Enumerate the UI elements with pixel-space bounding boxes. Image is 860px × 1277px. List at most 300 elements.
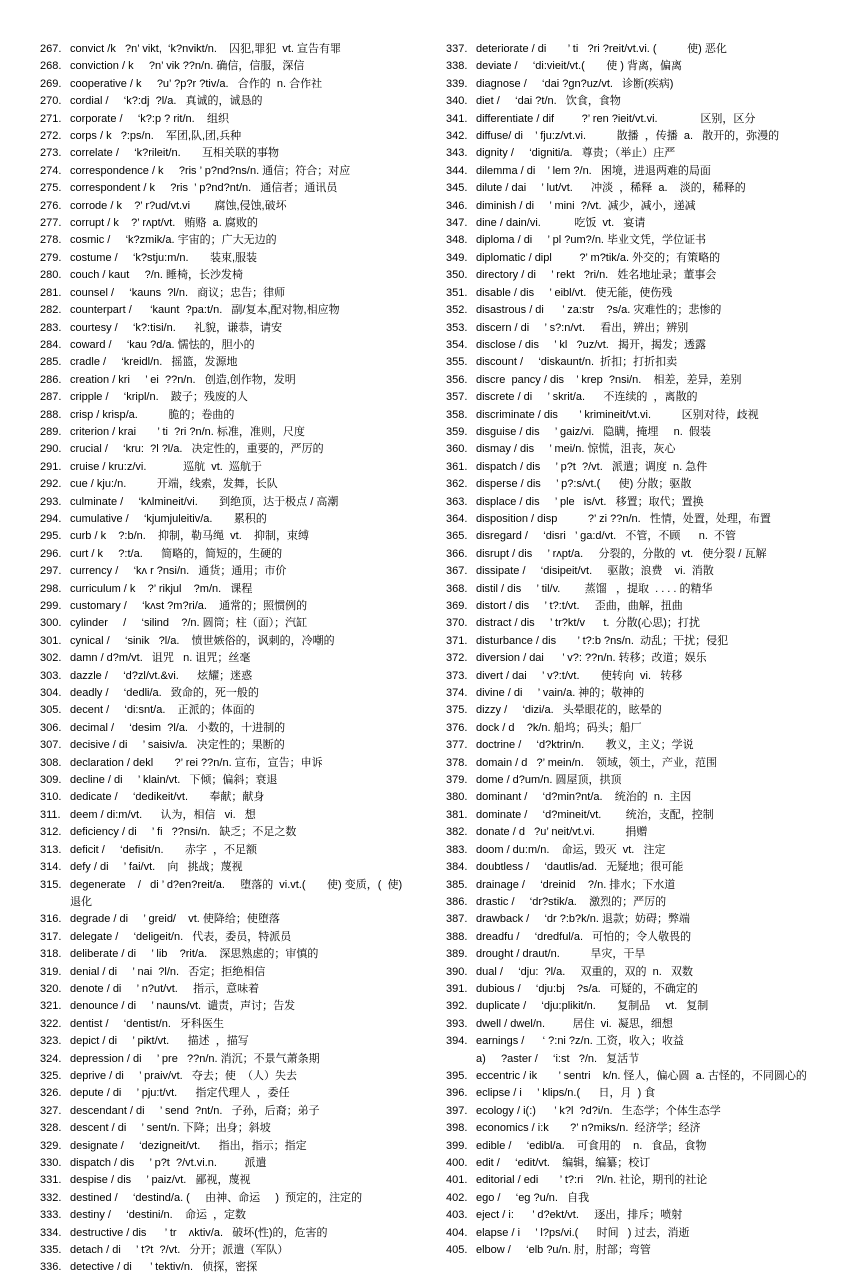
vocabulary-entry bbox=[40, 285, 412, 302]
entry-text: cordial / ‘k?:dj ?l/a. 真诚的，诚恳的 bbox=[70, 95, 263, 108]
vocabulary-entry bbox=[40, 859, 412, 876]
vocabulary-entry bbox=[446, 494, 830, 511]
entry-text: donate / d ?u’ neit/vt.vi. 捐赠 bbox=[476, 826, 648, 839]
entry-text: descendant / di ’ send ?nt/n. 子孙，后裔；弟子 bbox=[70, 1104, 320, 1117]
entry-text: cumulative / ‘kjumjuleitiv/a. 累积的 bbox=[70, 512, 267, 525]
entry-number: 359. bbox=[446, 425, 468, 438]
vocabulary-entry bbox=[446, 1103, 830, 1120]
vocabulary-entry bbox=[40, 720, 412, 737]
entry-number: 317. bbox=[40, 930, 62, 943]
entry-number: 381. bbox=[446, 808, 468, 821]
vocabulary-entry bbox=[40, 1051, 412, 1068]
entry-number: 295. bbox=[40, 530, 62, 543]
entry-text: deem / di:m/vt. 认为，相信 vi. 想 bbox=[70, 808, 256, 821]
vocabulary-entry bbox=[446, 407, 830, 424]
vocabulary-entry bbox=[40, 1138, 412, 1155]
entry-number: 329. bbox=[40, 1139, 62, 1152]
entry-text: discount / ‘diskaunt/n. 折扣；打折扣卖 bbox=[476, 356, 678, 369]
entry-number: 350. bbox=[446, 269, 468, 282]
vocabulary-entry bbox=[446, 511, 830, 528]
vocabulary-entry bbox=[446, 598, 830, 615]
vocabulary-entry bbox=[446, 354, 830, 371]
vocabulary-entry bbox=[446, 320, 830, 337]
vocabulary-entry bbox=[446, 389, 830, 406]
entry-text: domain / d ?’ mein/n. 领域，领土，产业，范围 bbox=[476, 756, 718, 769]
entry-number: 297. bbox=[40, 565, 62, 578]
entry-number: 272. bbox=[40, 130, 62, 143]
vocabulary-entry bbox=[40, 354, 412, 371]
vocabulary-entry bbox=[40, 1242, 412, 1259]
vocabulary-entry bbox=[40, 1225, 412, 1242]
vocabulary-entry bbox=[40, 877, 412, 912]
vocabulary-entry bbox=[446, 1033, 830, 1050]
vocabulary-entry bbox=[40, 789, 412, 806]
entry-text: depute / di ’ pju:t/vt. 指定代理人 ，委任 bbox=[70, 1087, 290, 1100]
entry-text: cruise / kru:z/vi. 巡航 vt. 巡航于 bbox=[70, 460, 262, 473]
entry-number: 314. bbox=[40, 861, 62, 874]
entry-text: elbow / ‘elb ?u/n. 肘，肘部；弯管 bbox=[476, 1244, 651, 1257]
entry-text: dismay / dis ’ mei/n. 惊慌，沮丧，灰心 bbox=[476, 443, 676, 456]
entry-text: disguise / dis ’ gaiz/vi. 隐瞒，掩埋 n. 假装 bbox=[476, 425, 711, 438]
entry-number: 343. bbox=[446, 147, 468, 160]
vocabulary-entry bbox=[40, 546, 412, 563]
entry-text: deliberate / di ’ lib ?rit/a. 深思熟虑的；审慎的 bbox=[70, 948, 319, 961]
entry-number: 369. bbox=[446, 600, 468, 612]
entry-text: curt / k ?:t/a. 简略的，简短的，生硬的 bbox=[70, 547, 283, 560]
vocabulary-entry bbox=[446, 842, 830, 859]
vocabulary-entry bbox=[446, 1068, 830, 1085]
entry-number: 344. bbox=[446, 164, 468, 177]
vocabulary-entry bbox=[446, 546, 830, 563]
entry-text: ecology / i(:) ’ k?l ?d?i/n. 生态学；个体生态学 bbox=[476, 1104, 721, 1117]
entry-text: dine / dain/vi. 吃饭 vt. 宴请 bbox=[476, 217, 646, 230]
entry-number: 358. bbox=[446, 408, 468, 421]
entry-number: 334. bbox=[40, 1226, 62, 1239]
vocabulary-entry bbox=[446, 911, 830, 928]
entry-text: degenerate / di ’ d?en?reit/a. 堕落的 vi.vt.( 使) 变质，( 使) 退化 bbox=[70, 878, 406, 908]
entry-text: deprive / di ’ praiv/vt. 夺去；使 （人）失去 bbox=[70, 1069, 297, 1082]
vocabulary-entry bbox=[446, 737, 830, 754]
entry-text: damn / d?m/vt. 诅咒 n. 诅咒；丝毫 bbox=[70, 652, 251, 665]
entry-text: corporate / ‘k?:p ? rit/n. 组织 bbox=[70, 112, 229, 125]
vocabulary-entry bbox=[40, 1033, 412, 1050]
entry-text: diplomatic / dipl ?’ m?tik/a. 外交的；有策略的 bbox=[476, 251, 721, 264]
entry-text: diagnose / ‘dai ?gn?uz/vt. 诊断(疾病) bbox=[476, 77, 674, 90]
vocabulary-entry bbox=[40, 911, 412, 928]
entry-number: 391. bbox=[446, 982, 468, 995]
entry-text: detective / di ’ tektiv/n. 侦探，密探 bbox=[70, 1261, 258, 1274]
vocabulary-entry bbox=[40, 1068, 412, 1085]
entry-text: depression / di ’ pre ??n/n. 消沉；不景气萧条期 bbox=[70, 1052, 320, 1065]
entry-text: dual / ‘dju: ?l/a. 双重的，双的 n. 双数 bbox=[476, 965, 694, 978]
entry-text: designate / ‘dezigneit/vt. 指出，指示；指定 bbox=[70, 1139, 307, 1152]
vocabulary-entry bbox=[446, 128, 830, 145]
entry-text: currency / ‘kʌ r ?nsi/n. 通货；通用；市价 bbox=[70, 565, 287, 578]
entry-text: dreadfu / ‘dredful/a. 可怕的；令人敬畏的 bbox=[476, 930, 692, 943]
entry-number: 277. bbox=[40, 217, 62, 230]
vocabulary-entry bbox=[40, 389, 412, 406]
entry-text: eccentric / ik ’ sentri k/n. 怪人，偏心圆 a. 古怪的，不同圆心的 bbox=[476, 1069, 807, 1082]
entry-number: 339. bbox=[446, 77, 468, 90]
entry-number: 400. bbox=[446, 1157, 468, 1169]
vocabulary-entry bbox=[40, 180, 412, 197]
entry-number: 307. bbox=[40, 739, 62, 752]
entry-text: dentist / ‘dentist/n. 牙科医生 bbox=[70, 1017, 225, 1030]
entry-number: 300. bbox=[40, 617, 62, 630]
entry-number: 388. bbox=[446, 930, 468, 943]
entry-text: discrete / di ’ skrit/a. 不连续的 ，离散的 bbox=[476, 391, 698, 404]
vocabulary-entry bbox=[446, 1120, 830, 1137]
entry-text: a) ?aster / ‘i:st ?/n. 复活节 bbox=[476, 1052, 640, 1065]
vocabulary-entry bbox=[40, 998, 412, 1015]
entry-text: diminish / di ’ mini ?/vt. 减少，减小，递减 bbox=[476, 199, 696, 212]
entry-number: 337. bbox=[446, 43, 468, 55]
entry-text: correlate / ‘k?rileit/n. 互相关联的事物 bbox=[70, 147, 280, 160]
entry-number: 320. bbox=[40, 982, 62, 995]
entry-number: 398. bbox=[446, 1122, 468, 1135]
entry-number: 351. bbox=[446, 286, 468, 299]
entry-number: 385. bbox=[446, 878, 468, 891]
entry-text: detach / di ’ t?t ?/vt. 分开；派遣（军队） bbox=[70, 1244, 289, 1257]
entry-number: 275. bbox=[40, 182, 62, 195]
vocabulary-entry bbox=[40, 563, 412, 580]
entry-number: 298. bbox=[40, 582, 62, 595]
entry-text: descent / di ’ sent/n. 下降；出身；斜坡 bbox=[70, 1122, 271, 1135]
vocabulary-entry bbox=[40, 459, 412, 476]
entry-number: 360. bbox=[446, 443, 468, 456]
entry-number: 403. bbox=[446, 1209, 468, 1222]
vocabulary-entry bbox=[446, 1085, 830, 1102]
vocabulary-entry bbox=[40, 528, 412, 545]
entry-text: doubtless / ‘dautlis/ad. 无疑地；很可能 bbox=[476, 861, 684, 874]
entry-number: 315. bbox=[40, 878, 62, 891]
vocabulary-entry bbox=[40, 41, 412, 58]
entry-number: 392. bbox=[446, 1000, 468, 1013]
entry-number: 338. bbox=[446, 60, 468, 73]
entry-text: economics / i:k ?’ n?miks/n. 经济学；经济 bbox=[476, 1122, 701, 1135]
entry-number: 370. bbox=[446, 617, 468, 630]
entry-number: 273. bbox=[40, 147, 62, 160]
entry-text: deteriorate / di ’ ti ?ri ?reit/vt.vi. ( 使) 恶化 bbox=[476, 43, 727, 55]
entry-number: 404. bbox=[446, 1226, 468, 1239]
entry-number: 389. bbox=[446, 948, 468, 961]
entry-number: 287. bbox=[40, 391, 62, 404]
entry-text: dilute / dai ’ lut/vt. 冲淡 ，稀释 a. 淡的，稀释的 bbox=[476, 182, 746, 195]
entry-text: dilemma / di ’ lem ?/n. 困境，进退两难的局面 bbox=[476, 164, 711, 177]
entry-text: diversion / dai ’ v?: ??n/n. 转移；改道；娱乐 bbox=[476, 652, 707, 665]
entry-text: distort / dis ’ t?:t/vt. 歪曲，曲解，扭曲 bbox=[476, 600, 683, 612]
entry-number: 380. bbox=[446, 791, 468, 804]
entry-number: 377. bbox=[446, 739, 468, 752]
vocabulary-column-right bbox=[446, 41, 830, 1259]
entry-text: counsel / ‘kauns ?l/n. 商议；忠告；律师 bbox=[70, 286, 286, 299]
entry-number: 356. bbox=[446, 373, 468, 386]
entry-number: 361. bbox=[446, 460, 468, 473]
vocabulary-entry bbox=[40, 807, 412, 824]
entry-text: costume / ‘k?stju:m/n. 装束,服装 bbox=[70, 251, 258, 264]
entry-text: edit / ‘edit/vt. 编辑，编纂；校订 bbox=[476, 1157, 651, 1169]
entry-text: discriminate / dis ’ krimineit/vt.vi. 区别对待，歧视 bbox=[476, 408, 759, 421]
entry-text: crisp / krisp/a. 脆的；卷曲的 bbox=[70, 408, 235, 421]
entry-number: 382. bbox=[446, 826, 468, 839]
vocabulary-entry bbox=[446, 1155, 830, 1172]
entry-text: distil / dis ’ til/v. 蒸馏 ，提取 . . . . 的精华 bbox=[476, 582, 713, 595]
vocabulary-entry bbox=[446, 337, 830, 354]
entry-text: dedicate / ‘dedikeit/vt. 奉献；献身 bbox=[70, 791, 265, 804]
entry-text: divert / dai ’ v?:t/vt. 使转向 vi. 转移 bbox=[476, 669, 683, 682]
vocabulary-entry bbox=[40, 372, 412, 389]
vocabulary-entry bbox=[40, 93, 412, 110]
entry-number: 384. bbox=[446, 861, 468, 874]
entry-number: 294. bbox=[40, 512, 62, 525]
vocabulary-entry bbox=[446, 76, 830, 93]
entry-number: 352. bbox=[446, 304, 468, 317]
entry-number: 336. bbox=[40, 1261, 62, 1274]
entry-number: 327. bbox=[40, 1104, 62, 1117]
entry-text: elapse / i ’ l?ps/vi.( 时间 ) 过去，消逝 bbox=[476, 1226, 690, 1239]
entry-number: 396. bbox=[446, 1087, 468, 1100]
vocabulary-entry bbox=[40, 337, 412, 354]
entry-text: depict / di ’ pikt/vt. 描述 ，描写 bbox=[70, 1035, 249, 1048]
entry-text: conviction / k ?n’ vik ??n/n. 确信，信服，深信 bbox=[70, 60, 305, 73]
vocabulary-entry bbox=[40, 685, 412, 702]
vocabulary-entry bbox=[40, 511, 412, 528]
entry-text: criterion / krai ’ ti ?ri ?n/n. 标准，准则，尺度 bbox=[70, 425, 305, 438]
entry-number: 387. bbox=[446, 913, 468, 926]
entry-text: declaration / dekl ?’ rei ??n/n. 宣布，宣告；申诉 bbox=[70, 756, 323, 769]
entry-number: 326. bbox=[40, 1087, 62, 1100]
entry-number: 393. bbox=[446, 1017, 468, 1030]
vocabulary-entry bbox=[40, 737, 412, 754]
entry-text: disregard / ‘disri ’ ga:d/vt. 不管，不顾 n. 不管 bbox=[476, 530, 736, 543]
entry-number: 325. bbox=[40, 1069, 62, 1082]
entry-number: 328. bbox=[40, 1122, 62, 1135]
vocabulary-entry bbox=[446, 215, 830, 232]
entry-text: disclose / dis ’ kl ?uz/vt. 揭开，揭发；透露 bbox=[476, 338, 707, 351]
vocabulary-entry bbox=[446, 720, 830, 737]
entry-text: decimal / ‘desim ?l/a. 小数的，十进制的 bbox=[70, 721, 286, 734]
vocabulary-entry bbox=[40, 842, 412, 859]
vocabulary-entry bbox=[40, 755, 412, 772]
vocabulary-entry bbox=[40, 824, 412, 841]
vocabulary-entry bbox=[446, 789, 830, 806]
vocabulary-column-left bbox=[40, 41, 412, 1277]
entry-text: dizzy / ‘dizi/a. 头晕眼花的，眩晕的 bbox=[476, 704, 662, 717]
vocabulary-entry bbox=[40, 615, 412, 632]
vocabulary-entry bbox=[40, 668, 412, 685]
entry-text: courtesy / ‘k?:tisi/n. 礼貌，谦恭，请安 bbox=[70, 321, 283, 334]
entry-text: disperse / dis ’ p?:s/vt.( 使) 分散；驱散 bbox=[476, 478, 692, 491]
entry-number: 354. bbox=[446, 338, 468, 351]
entry-number: 274. bbox=[40, 164, 62, 177]
vocabulary-entry bbox=[446, 441, 830, 458]
entry-text: defy / di ’ fai/vt. 向 挑战；蔑视 bbox=[70, 861, 243, 874]
vocabulary-entry bbox=[40, 929, 412, 946]
entry-text: earnings / ‘ ?:ni ?z/n. 工资，收入；收益 bbox=[476, 1035, 684, 1048]
entry-text: discern / di ’ s?:n/vt. 看出，辨出；辨别 bbox=[476, 321, 689, 334]
entry-text: disable / dis ’ eibl/vt. 使无能，使伤残 bbox=[476, 286, 673, 299]
vocabulary-entry bbox=[40, 320, 412, 337]
vocabulary-entry bbox=[446, 668, 830, 685]
vocabulary-entry bbox=[40, 633, 412, 650]
entry-text: diploma / di ’ pl ?um?/n. 毕业文凭，学位证书 bbox=[476, 234, 707, 247]
entry-text: directory / di ’ rekt ?ri/n. 姓名地址录；董事会 bbox=[476, 269, 717, 282]
entry-number: 378. bbox=[446, 756, 468, 769]
entry-number: 373. bbox=[446, 669, 468, 682]
entry-number: 299. bbox=[40, 600, 62, 612]
vocabulary-entry bbox=[446, 1172, 830, 1189]
vocabulary-entry bbox=[40, 267, 412, 284]
entry-number: 321. bbox=[40, 1000, 62, 1013]
vocabulary-entry bbox=[40, 215, 412, 232]
entry-text: cynical / ‘sinik ?l/a. 愤世嫉俗的，讽刺的，冷嘲的 bbox=[70, 634, 335, 647]
vocabulary-entry bbox=[40, 424, 412, 441]
entry-number: 376. bbox=[446, 721, 468, 734]
entry-text: destructive / dis ’ tr ʌktiv/a. 破坏(性)的，危害的 bbox=[70, 1226, 328, 1239]
vocabulary-entry bbox=[40, 1085, 412, 1102]
entry-number: 310. bbox=[40, 791, 62, 804]
entry-number: 405. bbox=[446, 1244, 468, 1257]
entry-number: 374. bbox=[446, 687, 468, 700]
vocabulary-entry bbox=[40, 302, 412, 319]
entry-text: decline / di ’ klain/vt. 下倾；偏斜；衰退 bbox=[70, 774, 278, 787]
vocabulary-entry bbox=[40, 494, 412, 511]
entry-text: couch / kaut ?/n. 睡椅，长沙发椅 bbox=[70, 269, 243, 282]
entry-text: dispatch / dis ’ p?t ?/vt.vi.n. 派遣 bbox=[70, 1157, 267, 1169]
entry-number: 293. bbox=[40, 495, 62, 508]
entry-text: dock / d ?k/n. 船坞；码头；船厂 bbox=[476, 721, 642, 734]
entry-text: differentiate / dif ?’ ren ?ieit/vt.vi. 区别，区分 bbox=[476, 112, 756, 125]
vocabulary-entry bbox=[40, 598, 412, 615]
entry-number: 397. bbox=[446, 1104, 468, 1117]
entry-text: ego / ‘eg ?u/n. 自我 bbox=[476, 1191, 590, 1204]
entry-number: 371. bbox=[446, 634, 468, 647]
entry-text: drastic / ‘dr?stik/a. 激烈的；严厉的 bbox=[476, 895, 667, 908]
entry-text: convict /k ?n’ vikt, ‘k?nvikt/n. 囚犯,罪犯 vt. 宣告有罪 bbox=[70, 43, 341, 55]
entry-text: delegate / ‘deligeit/n. 代表，委员，特派员 bbox=[70, 930, 292, 943]
vocabulary-entry bbox=[40, 198, 412, 215]
entry-number: 322. bbox=[40, 1017, 62, 1030]
vocabulary-entry bbox=[446, 145, 830, 162]
vocabulary-entry bbox=[446, 267, 830, 284]
vocabulary-entry bbox=[446, 250, 830, 267]
entry-text: denounce / di ’ nauns/vt. 谴责，声讨；告发 bbox=[70, 1000, 296, 1013]
vocabulary-entry bbox=[446, 894, 830, 911]
vocabulary-entry bbox=[446, 459, 830, 476]
entry-text: dominant / ‘d?min?nt/a. 统治的 n. 主因 bbox=[476, 791, 692, 804]
entry-number: 372. bbox=[446, 652, 468, 665]
vocabulary-entry bbox=[40, 1207, 412, 1224]
entry-number: 394. bbox=[446, 1035, 468, 1048]
vocabulary-entry bbox=[40, 964, 412, 981]
vocabulary-entry bbox=[40, 128, 412, 145]
vocabulary-entry bbox=[40, 1120, 412, 1137]
entry-number: 383. bbox=[446, 843, 468, 856]
entry-text: corrode / k ?’ r?ud/vt.vi 腐蚀,侵蚀,破坏 bbox=[70, 199, 287, 212]
vocabulary-entry bbox=[446, 946, 830, 963]
entry-number: 316. bbox=[40, 913, 62, 926]
entry-text: corps / k ?:ps/n. 军团,队,团,兵种 bbox=[70, 130, 242, 143]
entry-text: decisive / di ’ saisiv/a. 决定性的；果断的 bbox=[70, 739, 285, 752]
vocabulary-entry bbox=[446, 58, 830, 75]
vocabulary-entry bbox=[40, 250, 412, 267]
entry-text: despise / dis ’ paiz/vt. 鄙视，蔑视 bbox=[70, 1174, 251, 1187]
entry-text: edible / ‘edibl/a. 可食用的 n. 食品，食物 bbox=[476, 1139, 707, 1152]
entry-text: curb / k ?:b/n. 抑制，勒马绳 vt. 抑制，束缚 bbox=[70, 530, 309, 543]
entry-text: disrupt / dis ’ rʌpt/a. 分裂的，分散的 vt. 使分裂 / 瓦解 bbox=[476, 547, 767, 560]
vocabulary-entry bbox=[446, 633, 830, 650]
vocabulary-entry bbox=[40, 1259, 412, 1276]
vocabulary-entry bbox=[40, 232, 412, 249]
entry-number: 379. bbox=[446, 774, 468, 787]
entry-text: destiny / ‘destini/n. 命运 ，定数 bbox=[70, 1209, 247, 1222]
entry-number: 271. bbox=[40, 112, 62, 125]
entry-number: 363. bbox=[446, 495, 468, 508]
entry-text: denial / di ’ nai ?l/n. 否定；拒绝相信 bbox=[70, 965, 266, 978]
vocabulary-entry bbox=[40, 163, 412, 180]
entry-text: destined / ‘destind/a. ( 由神、命运 ) 预定的，注定的 bbox=[70, 1191, 363, 1204]
vocabulary-entry bbox=[446, 528, 830, 545]
entry-text: divine / di ’ vain/a. 神的；敬神的 bbox=[476, 687, 645, 700]
vocabulary-entry bbox=[40, 1103, 412, 1120]
entry-number: 283. bbox=[40, 321, 62, 334]
entry-text: creation / kri ’ ei ??n/n. 创造,创作物，发明 bbox=[70, 373, 296, 386]
entry-text: dubious / ‘dju:bj ?s/a. 可疑的，不确定的 bbox=[476, 982, 698, 995]
entry-text: dazzle / ‘d?zl/vt.&vi. 炫耀；迷惑 bbox=[70, 669, 253, 682]
vocabulary-entry bbox=[446, 232, 830, 249]
entry-number: 331. bbox=[40, 1174, 62, 1187]
entry-number: 302. bbox=[40, 652, 62, 665]
vocabulary-entry bbox=[446, 929, 830, 946]
entry-number: 267. bbox=[40, 43, 62, 55]
vocabulary-entry bbox=[40, 1190, 412, 1207]
entry-number: 390. bbox=[446, 965, 468, 978]
vocabulary-entry bbox=[446, 1051, 830, 1068]
entry-text: distract / dis ’ tr?kt/v t. 分散(心思)；打扰 bbox=[476, 617, 700, 630]
entry-number: 284. bbox=[40, 338, 62, 351]
vocabulary-entry bbox=[446, 198, 830, 215]
vocabulary-entry bbox=[40, 772, 412, 789]
entry-number: 340. bbox=[446, 95, 468, 108]
entry-number: 368. bbox=[446, 582, 468, 595]
entry-number: 399. bbox=[446, 1139, 468, 1152]
vocabulary-entry bbox=[446, 650, 830, 667]
entry-text: degrade / di ’ greid/ vt. 使降给；使堕落 bbox=[70, 913, 280, 926]
entry-text: drawback / ‘dr ?:b?k/n. 退款；妨碍；弊端 bbox=[476, 913, 690, 926]
vocabulary-entry bbox=[446, 702, 830, 719]
entry-text: diffuse/ di ’ fju:z/vt.vi. 散播 ，传播 a. 散开的，弥漫的 bbox=[476, 130, 780, 143]
entry-text: deadly / ‘dedli/a. 致命的，死一般的 bbox=[70, 687, 259, 700]
entry-text: drainage / ‘dreinid ?/n. 排水；下水道 bbox=[476, 878, 676, 891]
entry-text: correspondence / k ?ris ’ p?nd?ns/n. 通信；符合；对应 bbox=[70, 164, 351, 177]
vocabulary-entry bbox=[40, 981, 412, 998]
entry-text: cue / kju:/n. 开端，线索，发舞，长队 bbox=[70, 478, 278, 491]
entry-text: dominate / ‘d?mineit/vt. 统治，支配，控制 bbox=[476, 808, 714, 821]
entry-number: 288. bbox=[40, 408, 62, 421]
entry-number: 345. bbox=[446, 182, 468, 195]
entry-number: 318. bbox=[40, 948, 62, 961]
vocabulary-entry bbox=[446, 93, 830, 110]
entry-number: 280. bbox=[40, 269, 62, 282]
entry-text: eject / i: ’ d?ekt/vt. 逐出，排斥；喷射 bbox=[476, 1209, 683, 1222]
vocabulary-entry bbox=[446, 581, 830, 598]
vocabulary-entry bbox=[40, 76, 412, 93]
entry-number: 349. bbox=[446, 251, 468, 264]
vocabulary-entry bbox=[40, 58, 412, 75]
entry-text: cradle / ‘kreidl/n. 摇篮，发源地 bbox=[70, 356, 238, 369]
entry-text: curriculum / k ?’ rikjul ?m/n. 课程 bbox=[70, 582, 253, 595]
entry-text: corrupt / k ?’ rʌpt/vt. 贿赂 a. 腐败的 bbox=[70, 217, 258, 230]
